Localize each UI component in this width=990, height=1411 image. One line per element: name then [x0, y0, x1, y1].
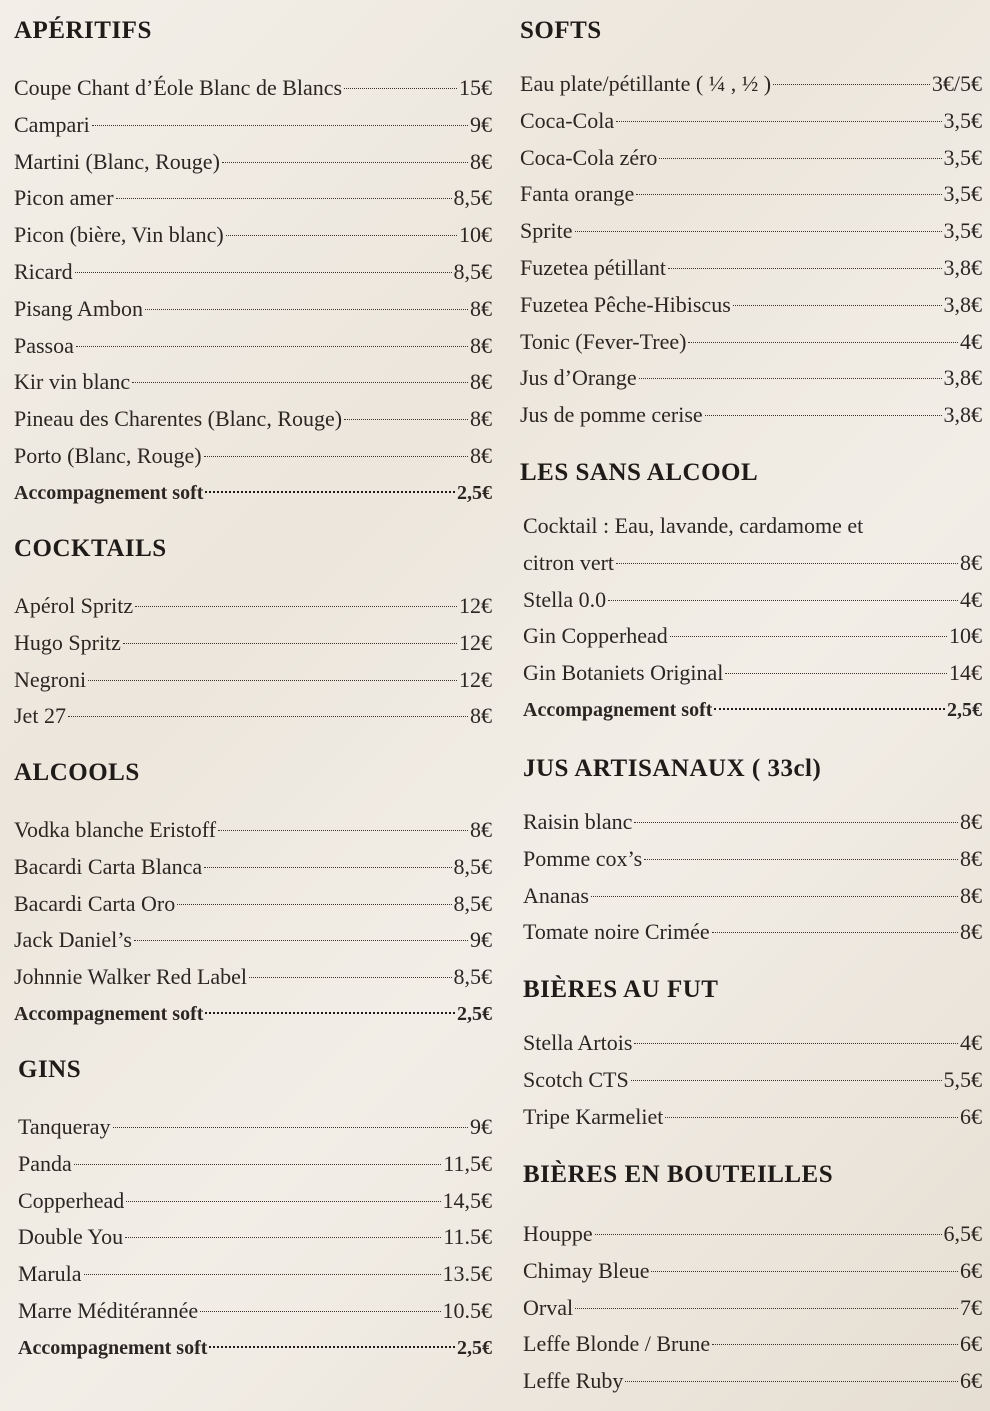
item-price: 3,8€	[943, 254, 982, 280]
menu-item	[520, 287, 982, 324]
section-jus-artisanaux	[523, 752, 982, 951]
menu-item	[520, 140, 982, 177]
dot-leader	[659, 158, 941, 159]
item-price: 8,5€	[453, 890, 492, 916]
dot-leader	[634, 1043, 958, 1044]
menu-item	[14, 662, 492, 699]
item-name: citron vert	[523, 549, 615, 575]
menu-item	[14, 107, 492, 144]
menu-item	[523, 878, 982, 915]
dot-leader	[76, 346, 468, 347]
menu-item	[18, 1146, 492, 1183]
menu-item	[14, 364, 492, 401]
item-name-line: Cocktail : Eau, lavande, cardamome et	[523, 513, 864, 538]
dot-leader	[688, 342, 958, 343]
item-price: 10€	[949, 623, 982, 649]
section-title: ALCOOLS	[14, 759, 140, 786]
item-name: Gin Copperhead	[523, 623, 668, 649]
item-list	[14, 588, 492, 735]
menu-item	[14, 70, 492, 107]
menu-item	[14, 959, 492, 996]
item-price: 3,8€	[943, 365, 982, 391]
item-name: Fanta orange	[520, 181, 635, 207]
item-price: 8,5€	[453, 964, 492, 990]
item-name: Sprite	[520, 218, 573, 244]
dot-leader	[68, 716, 468, 717]
menu-item	[523, 804, 982, 841]
item-price: 2,5€	[457, 481, 492, 504]
dot-leader	[74, 1164, 442, 1165]
dot-leader	[123, 643, 457, 644]
dot-leader	[116, 198, 452, 199]
item-price: 12€	[459, 593, 492, 618]
menu-item	[14, 588, 492, 625]
item-name: Fuzetea pétillant	[520, 254, 666, 280]
item-name: Double You	[18, 1224, 124, 1250]
item-name: Picon (bière, Vin blanc)	[14, 222, 224, 248]
menu-item	[14, 849, 492, 886]
section-bieres-bouteilles	[523, 1158, 982, 1400]
menu-item	[14, 625, 492, 662]
menu-item	[520, 66, 982, 103]
menu-item	[520, 213, 982, 250]
menu-item	[523, 1025, 982, 1062]
item-list	[523, 1025, 982, 1135]
dot-leader	[595, 1234, 942, 1235]
item-name: Gin Botaniets Original	[523, 660, 724, 686]
item-price: 4€	[960, 586, 982, 612]
item-price: 3,5€	[943, 107, 982, 133]
menu-item	[14, 475, 492, 512]
item-price: 2,5€	[457, 1336, 492, 1359]
dot-leader	[575, 1308, 958, 1309]
item-price: 8€	[960, 809, 982, 834]
item-name: Tanqueray	[18, 1114, 111, 1139]
menu-item	[18, 1256, 492, 1293]
menu-item	[520, 103, 982, 140]
item-name: Marula	[18, 1261, 82, 1287]
item-name: Orval	[523, 1294, 574, 1320]
item-price: 7€	[960, 1294, 982, 1320]
item-name: Eau plate/pétillante ( ¼ , ½ )	[520, 71, 772, 96]
section-sans-alcool	[520, 456, 982, 729]
item-name: Pomme cox’s	[523, 845, 643, 871]
item-name: Tomate noire Crimée	[523, 919, 710, 945]
item-price: 8€	[960, 549, 982, 575]
item-name: Vodka blanche Eristoff	[14, 817, 217, 842]
dot-leader	[714, 708, 945, 710]
item-name: Accompagnement soft	[14, 481, 204, 504]
item-price: 4€	[960, 1030, 982, 1055]
item-name: Houppe	[523, 1221, 593, 1246]
menu-item	[523, 914, 982, 951]
dot-leader	[344, 88, 457, 89]
dot-leader	[132, 382, 468, 383]
section-title: APÉRITIFS	[14, 17, 152, 44]
dot-leader	[733, 305, 942, 306]
item-price: 12€	[459, 629, 492, 655]
item-price: 6,5€	[943, 1221, 982, 1246]
item-price: 8€	[960, 919, 982, 945]
menu-item	[520, 250, 982, 287]
menu-item	[523, 692, 982, 729]
item-name: Negroni	[14, 666, 87, 692]
item-name: Bacardi Carta Oro	[14, 890, 176, 916]
item-name: Marre Méditérannée	[18, 1297, 199, 1323]
dot-leader	[145, 309, 468, 310]
item-name: Hugo Spritz	[14, 629, 121, 655]
item-name: Jet 27	[14, 703, 66, 729]
item-price: 8€	[470, 406, 492, 432]
item-list	[18, 1109, 492, 1367]
cocktail-sans-alcool	[523, 508, 982, 582]
item-name: Fuzetea Pêche-Hibiscus	[520, 291, 731, 317]
item-price: 10.5€	[442, 1297, 492, 1323]
dot-leader	[226, 235, 457, 236]
item-name: Coupe Chant d’Éole Blanc de Blancs	[14, 75, 343, 100]
item-price: 9€	[470, 927, 492, 953]
item-name: Jack Daniel’s	[14, 927, 132, 953]
menu-item	[523, 1216, 982, 1253]
item-price: 10€	[459, 222, 492, 248]
item-price: 8€	[470, 442, 492, 468]
item-name: Tripe Karmeliet	[523, 1103, 664, 1129]
item-list	[523, 804, 982, 951]
item-price: 14€	[949, 660, 982, 686]
dot-leader	[249, 977, 451, 978]
dot-leader	[625, 1381, 958, 1382]
dot-leader	[639, 378, 942, 379]
item-price: 2,5€	[947, 698, 982, 721]
section-gins	[18, 1053, 492, 1367]
item-price: 13.5€	[442, 1261, 492, 1287]
dot-leader	[177, 904, 451, 905]
menu-item	[14, 328, 492, 365]
item-list	[14, 70, 492, 512]
item-price: 8,5€	[453, 185, 492, 211]
menu-item	[523, 1363, 982, 1400]
menu-item	[523, 582, 982, 619]
menu-item	[18, 1330, 492, 1367]
item-list	[14, 812, 492, 1033]
dot-leader	[344, 419, 468, 420]
dot-leader	[670, 636, 947, 637]
dot-leader	[634, 822, 958, 823]
menu-item	[14, 180, 492, 217]
menu-item	[520, 324, 982, 361]
item-price: 6€	[960, 1103, 982, 1129]
item-list	[523, 582, 982, 729]
menu-item	[14, 812, 492, 849]
item-name: Leffe Ruby	[523, 1368, 624, 1394]
dot-leader	[616, 563, 958, 564]
sans-alcool-body	[520, 508, 982, 729]
item-price: 8€	[470, 369, 492, 395]
item-price: 6€	[960, 1331, 982, 1357]
section-softs	[520, 14, 982, 434]
menu-item	[520, 360, 982, 397]
item-price: 3€/5€	[931, 71, 982, 96]
item-price: 3,8€	[943, 402, 982, 428]
item-price: 11,5€	[443, 1150, 492, 1176]
menu-item	[523, 545, 982, 582]
item-name: Accompagnement soft	[523, 698, 713, 721]
dot-leader	[773, 84, 930, 85]
menu-item	[520, 176, 982, 213]
section-title: JUS ARTISANAUX ( 33cl)	[523, 755, 822, 782]
item-name: Ricard	[14, 258, 73, 284]
item-price: 11.5€	[443, 1224, 492, 1250]
menu-item	[14, 996, 492, 1033]
item-price: 3,5€	[943, 144, 982, 170]
dot-leader	[209, 1346, 455, 1348]
item-name: Panda	[18, 1150, 72, 1176]
menu-item	[14, 698, 492, 735]
item-name: Martini (Blanc, Rouge)	[14, 148, 220, 174]
item-name: Accompagnement soft	[14, 1002, 204, 1025]
item-name: Campari	[14, 111, 90, 137]
dot-leader	[644, 859, 958, 860]
item-name: Copperhead	[18, 1187, 125, 1213]
menu-item	[523, 1326, 982, 1363]
item-list	[520, 66, 982, 434]
item-name: Accompagnement soft	[18, 1336, 208, 1359]
dot-leader	[88, 680, 457, 681]
item-name: Coca-Cola zéro	[520, 144, 658, 170]
menu-item	[14, 217, 492, 254]
item-name: Stella 0.0	[523, 586, 607, 612]
item-price: 8,5€	[453, 258, 492, 284]
dot-leader	[712, 1344, 958, 1345]
dot-leader	[204, 867, 451, 868]
menu-item	[523, 841, 982, 878]
menu-item	[18, 1109, 492, 1146]
dot-leader	[725, 673, 947, 674]
item-price: 14,5€	[442, 1187, 492, 1213]
dot-leader	[200, 1311, 440, 1312]
dot-leader	[636, 194, 941, 195]
dot-leader	[204, 456, 468, 457]
item-price: 8€	[960, 882, 982, 908]
section-alcools	[14, 756, 492, 1033]
dot-leader	[665, 1117, 958, 1118]
dot-leader	[616, 121, 941, 122]
menu-item	[14, 886, 492, 923]
menu-item	[14, 401, 492, 438]
menu-item	[523, 655, 982, 692]
section-bieres-fut	[523, 973, 982, 1135]
dot-leader	[113, 1127, 468, 1128]
item-name: Pineau des Charentes (Blanc, Rouge)	[14, 406, 343, 432]
item-price: 15€	[459, 75, 492, 100]
dot-leader	[205, 1012, 455, 1014]
item-name: Jus de pomme cerise	[520, 402, 703, 428]
item-price: 4€	[960, 328, 982, 354]
dot-leader	[134, 940, 468, 941]
menu-item	[14, 144, 492, 181]
dot-leader	[205, 491, 455, 493]
item-name: Coca-Cola	[520, 107, 615, 133]
menu-item	[520, 397, 982, 434]
item-name: Raisin blanc	[523, 809, 633, 834]
dot-leader	[75, 272, 452, 273]
menu-item	[14, 922, 492, 959]
item-name: Stella Artois	[523, 1030, 633, 1055]
item-price: 5,5€	[943, 1066, 982, 1092]
dot-leader	[218, 830, 468, 831]
item-price: 6€	[960, 1257, 982, 1283]
item-price: 3,5€	[943, 218, 982, 244]
item-list	[523, 1216, 982, 1400]
menu-item	[18, 1219, 492, 1256]
menu-item	[14, 291, 492, 328]
dot-leader	[575, 231, 942, 232]
menu-item	[18, 1293, 492, 1330]
item-name: Ananas	[523, 882, 589, 908]
menu-item	[18, 1183, 492, 1220]
item-price: 3,8€	[943, 291, 982, 317]
item-price: 8€	[470, 703, 492, 729]
section-aperitifs	[14, 14, 492, 512]
item-name: Passoa	[14, 332, 74, 358]
dot-leader	[668, 268, 942, 269]
item-price: 8€	[470, 295, 492, 321]
menu-item	[523, 1099, 982, 1136]
section-title: GINS	[18, 1056, 82, 1083]
dot-leader	[125, 1237, 441, 1238]
item-name: Leffe Blonde / Brune	[523, 1331, 711, 1357]
item-price: 2,5€	[457, 1002, 492, 1025]
item-price: 8€	[470, 148, 492, 174]
item-price: 8€	[470, 332, 492, 358]
dot-leader	[712, 932, 958, 933]
dot-leader	[591, 896, 958, 897]
dot-leader	[608, 600, 958, 601]
item-price: 8€	[470, 817, 492, 842]
item-name: Apérol Spritz	[14, 593, 134, 618]
dot-leader	[631, 1080, 942, 1081]
item-name: Johnnie Walker Red Label	[14, 964, 248, 990]
item-name: Scotch CTS	[523, 1066, 629, 1092]
dot-leader	[84, 1274, 441, 1275]
dot-leader	[92, 125, 468, 126]
section-title: BIÈRES EN BOUTEILLES	[523, 1161, 834, 1188]
item-name: Kir vin blanc	[14, 369, 131, 395]
section-cocktails	[14, 532, 492, 735]
item-price: 9€	[470, 1114, 492, 1139]
dot-leader	[126, 1201, 440, 1202]
item-price: 6€	[960, 1368, 982, 1394]
section-title: LES SANS ALCOOL	[520, 459, 759, 486]
menu-item	[14, 254, 492, 291]
item-price: 9€	[470, 111, 492, 137]
item-name: Bacardi Carta Blanca	[14, 853, 203, 879]
dot-leader	[651, 1271, 958, 1272]
item-price: 3,5€	[943, 181, 982, 207]
menu-item	[523, 618, 982, 655]
menu-item	[14, 438, 492, 475]
menu-item	[523, 1253, 982, 1290]
item-price: 8€	[960, 845, 982, 871]
item-name: Porto (Blanc, Rouge)	[14, 442, 202, 468]
section-title: COCKTAILS	[14, 535, 167, 562]
item-name: Chimay Bleue	[523, 1257, 650, 1283]
dot-leader	[135, 606, 457, 607]
item-price: 12€	[459, 666, 492, 692]
section-title: SOFTS	[520, 17, 602, 44]
menu-item	[523, 1290, 982, 1327]
item-name: Pisang Ambon	[14, 295, 143, 321]
menu-item	[523, 1062, 982, 1099]
dot-leader	[705, 415, 942, 416]
item-name: Picon amer	[14, 185, 114, 211]
section-title: BIÈRES AU FUT	[523, 976, 719, 1003]
item-price: 8,5€	[453, 853, 492, 879]
item-name: Tonic (Fever-Tree)	[520, 328, 687, 354]
item-name: Jus d’Orange	[520, 365, 637, 391]
dot-leader	[222, 162, 468, 163]
